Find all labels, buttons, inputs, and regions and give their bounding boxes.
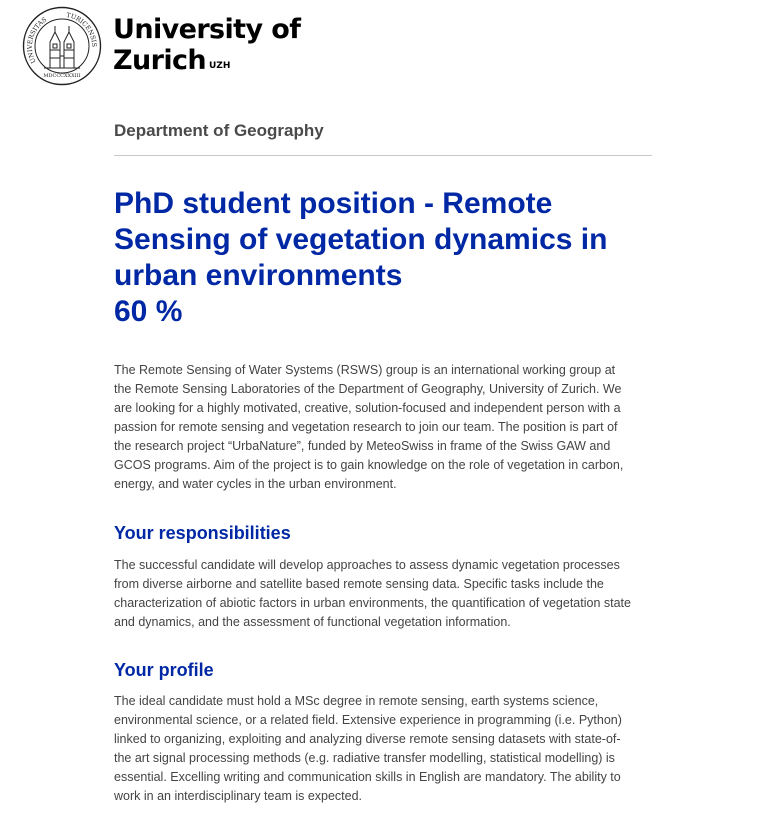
profile-paragraph <box>114 692 654 806</box>
text-line: The Remote Sensing of Water Systems (RSWS) group is an international working group at <box>114 363 616 377</box>
wordmark-line1: University of <box>113 14 301 45</box>
text-line: environmental science, or a related field. Extensive experience in programming (i.e. Python) <box>114 713 622 727</box>
text-line: GCOS programs. Aim of the project is to gain knowledge on the role of vegetation in carbon, <box>114 458 624 472</box>
profile-heading: Your profile <box>114 660 214 680</box>
university-seal-logo <box>22 6 102 86</box>
title-workload: 60 % <box>114 295 183 328</box>
title-line: Sensing of vegetation dynamics in <box>114 223 608 256</box>
text-line: the research project “UrbaNature”, funded by MeteoSwiss in frame of the Swiss GAW and <box>114 439 611 453</box>
text-line: work in an interdisciplinary team is expected. <box>114 789 363 803</box>
text-line: the art signal processing methods (e.g. radiative transfer modelling, statistical modelling) is <box>114 751 615 765</box>
department-name: Department of Geography <box>114 121 324 140</box>
text-line: characterization of abiotic factors in urban environments, the quantification of vegetation state <box>114 596 631 610</box>
wordmark-uzh: UZH <box>209 61 231 71</box>
seal-text-right: TURICENSIS <box>65 11 99 48</box>
seal-year: MDCCCXXXIII <box>43 73 81 79</box>
text-line: energy, and water cycles in the urban environment. <box>114 477 397 491</box>
university-wordmark <box>113 14 300 76</box>
wordmark-line2 <box>113 45 300 76</box>
seal-text-left: UNIVERSITAS <box>25 15 49 65</box>
title-line: PhD student position - Remote <box>114 187 553 220</box>
text-line: essential. Excelling writing and communication skills in English are mandatory. The ability to <box>114 770 621 784</box>
text-line: and dynamics, and the assessment of functional vegetation information. <box>114 615 511 629</box>
text-line: from diverse airborne and satellite based remote sensing data. Specific tasks include the <box>114 577 604 591</box>
text-line: The successful candidate will develop approaches to assess dynamic vegetation processes <box>114 558 620 572</box>
text-line: The ideal candidate must hold a MSc degree in remote sensing, earth systems science, <box>114 694 599 708</box>
text-line: the Remote Sensing Laboratories of the Department of Geography, University of Zurich. We <box>114 382 622 396</box>
wordmark-zurich: Zurich <box>113 45 206 76</box>
intro-paragraph <box>114 361 654 494</box>
header-divider <box>114 155 652 156</box>
title-line: urban environments <box>114 259 403 292</box>
text-line: are looking for a highly motivated, creative, solution-focused and independent person with a <box>114 401 621 415</box>
responsibilities-heading: Your responsibilities <box>114 523 291 543</box>
responsibilities-paragraph <box>114 556 654 632</box>
text-line: passion for remote sensing and vegetation research to join our team. The position is part of <box>114 420 618 434</box>
page-title <box>114 186 674 330</box>
text-line: linked to organizing, exploiting and analyzing diverse remote sensing datasets with state-of- <box>114 732 621 746</box>
